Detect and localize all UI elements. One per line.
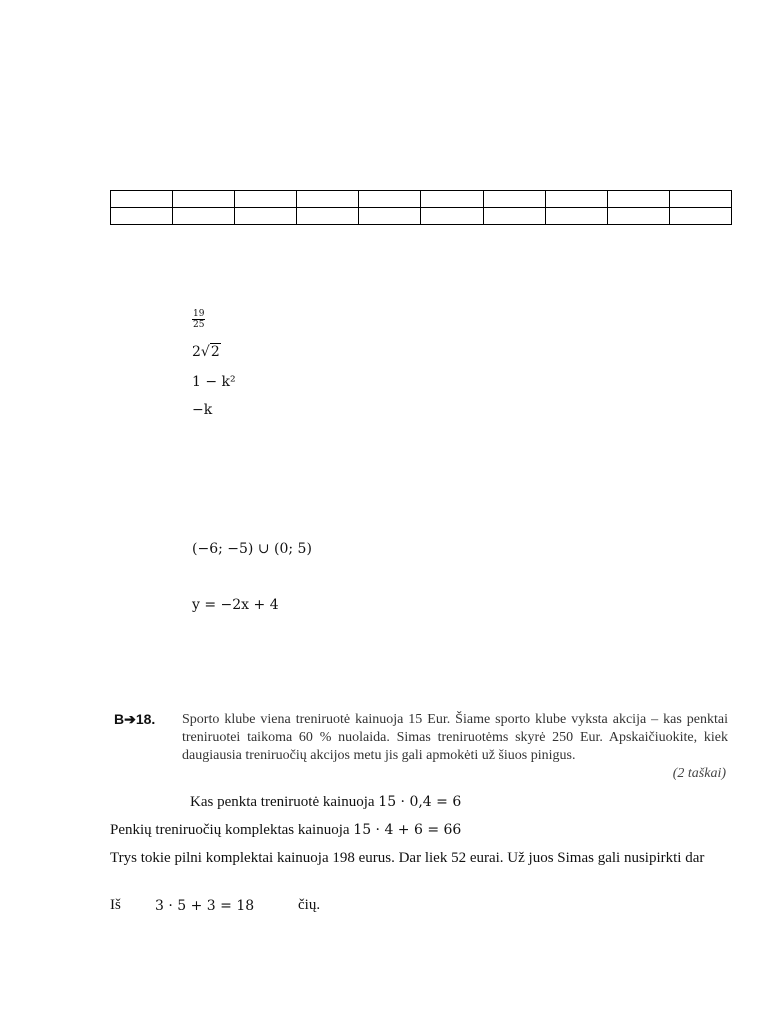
- fraction: [192, 309, 205, 330]
- grid-cell: [235, 191, 297, 208]
- grid-row: [111, 191, 732, 208]
- answer-sqrt: [192, 344, 221, 360]
- solution-line-4-end: čių.: [298, 897, 321, 913]
- grid-cell: [545, 191, 607, 208]
- answer-fraction: [192, 309, 205, 331]
- solution-text: Kas penkta treniruotė kainuoja: [190, 794, 379, 810]
- answer-grid: [110, 190, 732, 225]
- grid-cell: [297, 208, 359, 225]
- answer-line-equation: y = −2x + 4: [192, 597, 279, 613]
- solution-equation: 15 · 0,4 = 6: [378, 794, 462, 810]
- task-number: B➔18.: [114, 711, 156, 727]
- grid-cell: [173, 191, 235, 208]
- solution-line-4-equation: 3 · 5 + 3 = 18: [155, 898, 255, 914]
- fraction-numerator: 19: [193, 309, 205, 319]
- sqrt-symbol: √: [200, 344, 210, 360]
- solution-equation: 15 · 4 + 6 = 66: [353, 822, 462, 838]
- sqrt-radicand: 2: [210, 344, 220, 360]
- task-statement: Sporto klube viena treniruotė kainuoja 15 Eur. Šiame sporto klube vyksta akcija – kas penktai treniruotei taikoma 60 % nuolaida. Simas treniruotėms skyrė 250 Eur. Apskaičiuokite, kiek daugiausia treniruočių akcijos metu jis gali apmokėti už šiuos pinigus.: [182, 712, 728, 763]
- grid-cell: [669, 208, 731, 225]
- solution-text: Penkių treniruočių komplektas kainuoja: [110, 822, 354, 838]
- grid-cell: [483, 191, 545, 208]
- sqrt-coefficient: 2: [192, 344, 201, 360]
- solution-line-1: [190, 794, 461, 811]
- solution-line-3: Trys tokie pilni komplektai kainuoja 198 eurus. Dar liek 52 eurai. Už juos Simas gali nusipirkti dar: [110, 850, 705, 866]
- fraction-denominator: 25: [193, 320, 205, 330]
- grid-cell: [173, 208, 235, 225]
- grid-cell: [607, 208, 669, 225]
- grid-cell: [111, 208, 173, 225]
- grid-cell: [421, 208, 483, 225]
- grid-cell: [669, 191, 731, 208]
- grid-cell: [421, 191, 483, 208]
- grid-cell: [607, 191, 669, 208]
- grid-cell: [235, 208, 297, 225]
- grid-cell: [359, 208, 421, 225]
- grid-row: [111, 208, 732, 225]
- solution-line-4-start: Iš: [110, 897, 121, 913]
- grid-cell: [359, 191, 421, 208]
- sqrt: [201, 344, 221, 360]
- answer-expression-1: 1 − k²: [192, 374, 236, 390]
- grid-cell: [297, 191, 359, 208]
- solution-line-2: [110, 822, 461, 839]
- task-points: (2 taškai): [672, 766, 726, 781]
- answer-expression-2: −k: [192, 402, 213, 418]
- grid-cell: [545, 208, 607, 225]
- answer-interval: (−6; −5) ∪ (0; 5): [192, 541, 312, 557]
- grid-cell: [111, 191, 173, 208]
- grid-cell: [483, 208, 545, 225]
